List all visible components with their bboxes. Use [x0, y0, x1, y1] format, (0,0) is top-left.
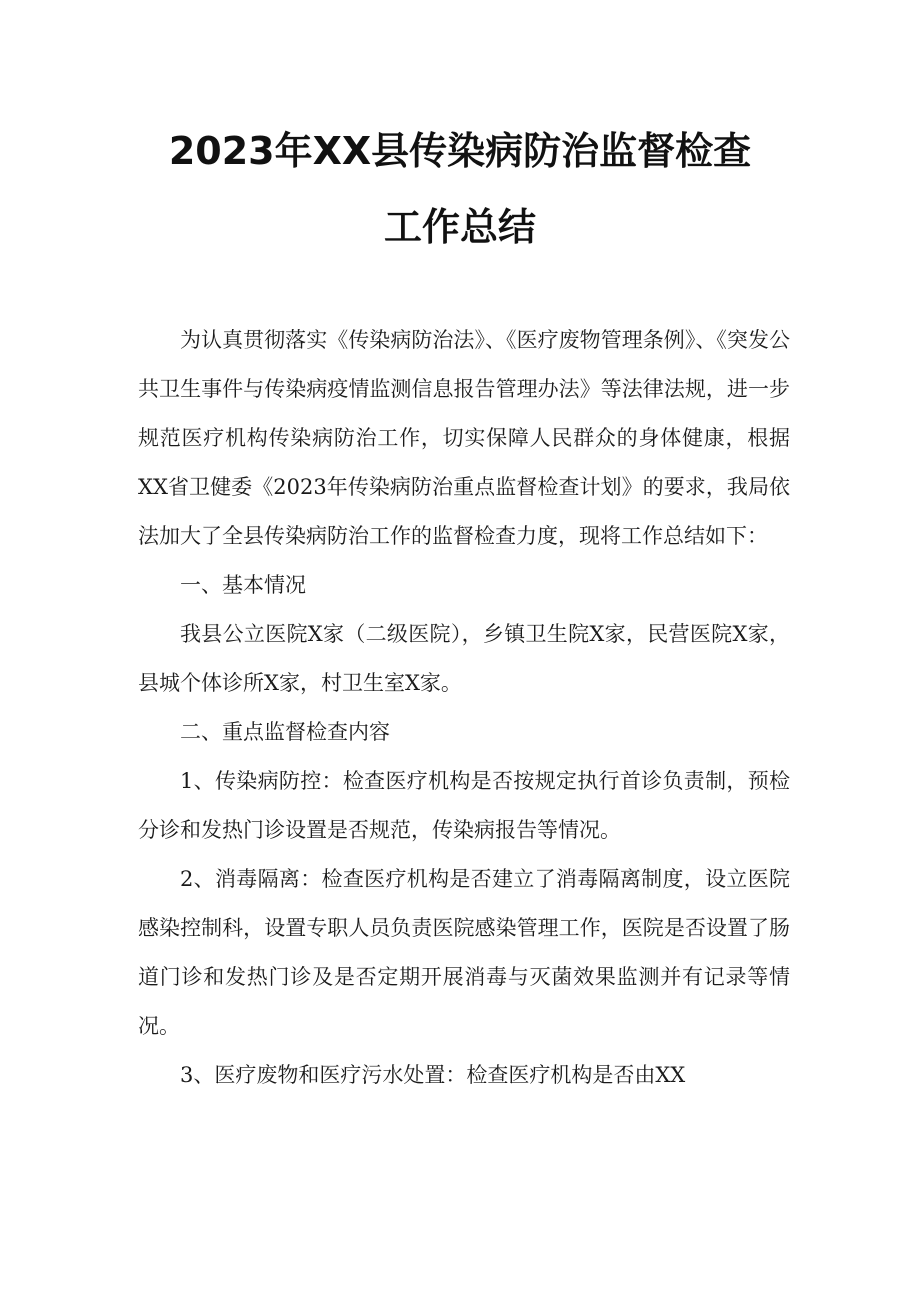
document-title-continued: 工作总结 [383, 205, 536, 249]
document-title: 2023年XX县传染病防治监督检查 [168, 129, 752, 173]
item-medical-waste: 3、医疗废物和医疗污水处置：检查医疗机构是否由XX [180, 1063, 686, 1087]
item-infection-control: 1、传染病防控：检查医疗机构是否按规定执行首诊负责制，预检分诊和发热门诊设置是否规范，传染病报告等情况。 [138, 769, 790, 842]
item-disinfection-isolation: 2、消毒隔离：检查医疗机构是否建立了消毒隔离制度，设立医院感染控制科，设置专职人员负责医院感染管理工作，医院是否设置了肠道门诊和发热门诊及是否定期开展消毒与灭菌效果监测并有记录等情况。 [138, 867, 790, 1038]
intro-paragraph: 为认真贯彻落实《传染病防治法》、《医疗废物管理条例》、《突发公共卫生事件与传染病疫情监测信息报告管理办法》等法律法规，进一步规范医疗机构传染病防治工作，切实保障人民群众的身体健康，根据XX省卫健委《2023年传染病防治重点监督检查计划》的要求，我局依法加大了全县传染病防治工作的监督检查力度，现将工作总结如下： [138, 328, 790, 548]
section-heading-basic: 一、基本情况 [180, 573, 306, 597]
basic-info-paragraph: 我县公立医院X家（二级医院），乡镇卫生院X家，民营医院X家，县城个体诊所X家，村卫生室X家。 [138, 622, 790, 695]
section-heading-key-content: 二、重点监督检查内容 [180, 720, 390, 744]
document-body [138, 316, 790, 1100]
